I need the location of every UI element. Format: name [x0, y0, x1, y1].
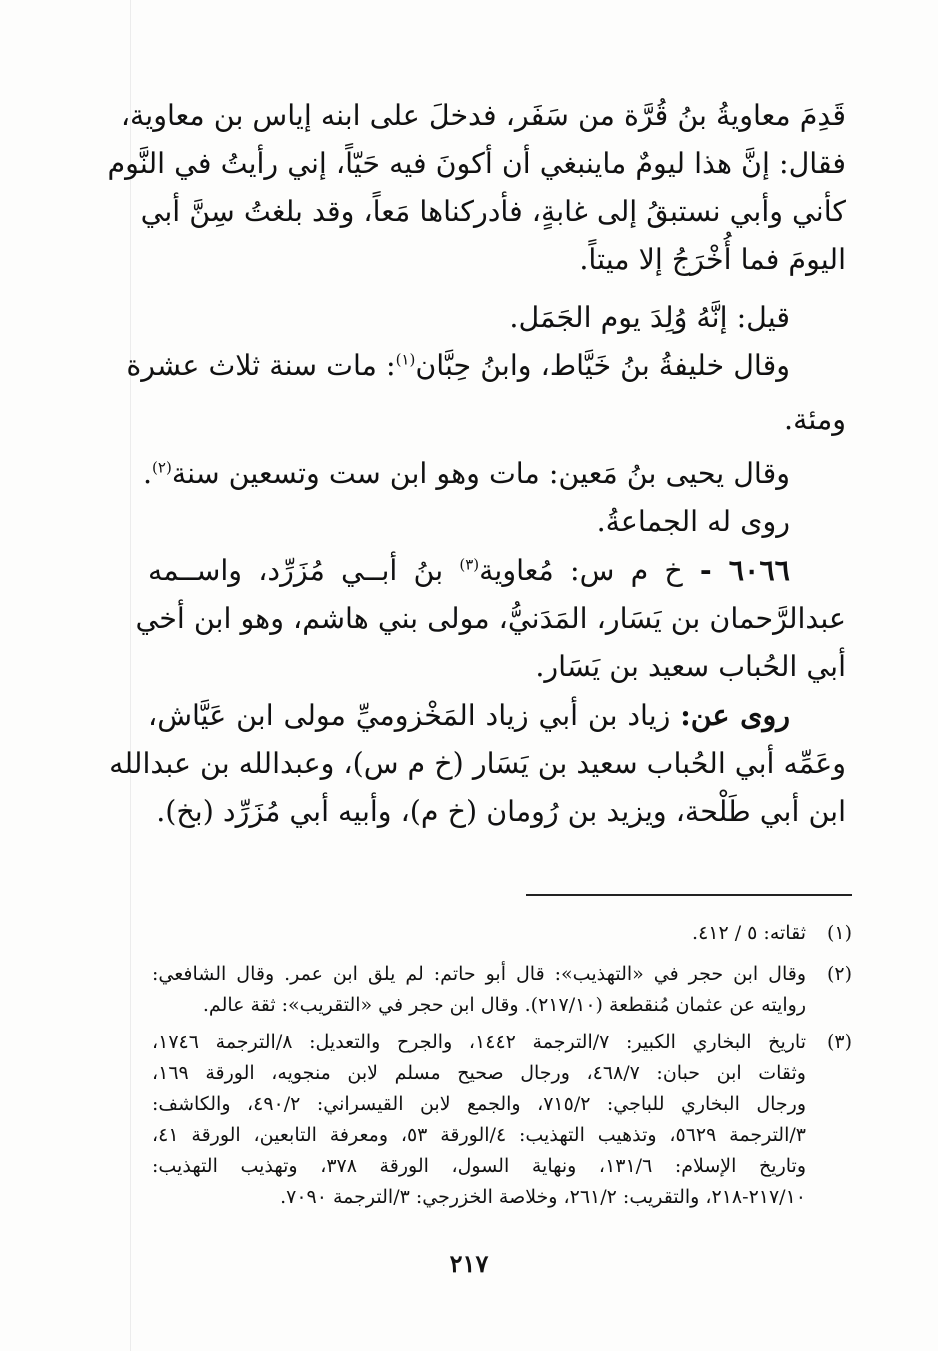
footnote-2 [152, 959, 852, 1021]
riwaya-label: روى عن: [680, 698, 790, 732]
footnote-text [152, 959, 806, 1021]
entry-6066 [135, 546, 846, 691]
text-line: ومئة. [784, 403, 846, 436]
footnote-number: (٣) [826, 1031, 852, 1053]
footnote-line: ورجال البخاري للباجي: ٧١٥/٢، والجمع لابن القيسراني: ٤٩٠/٢، والكاشف: [152, 1093, 807, 1115]
footnote-line: ٢١٧/١٠-٢١٨، والتقريب: ٢٦١/٢، وخلاصة الخزرجي: ٣/الترجمة ٧٠٩٠. [280, 1186, 806, 1208]
footnote-number: (٢) [826, 963, 852, 985]
entry-dash: - [682, 553, 729, 587]
text-line [126, 342, 846, 390]
text-line: عبدالرَّحمان بن يَسَار، المَدَنيُّ، مولى بني هاشم، وهو ابن أخي [135, 602, 846, 635]
entry-name: مُعاوية [479, 554, 554, 587]
text-segment: وقال خليفةُ بنُ خَيَّاط، وابنُ حِبَّان [415, 349, 790, 382]
text-segment: . [142, 457, 153, 490]
text-segment: وقال يحيى بنُ مَعين: مات وهو ابن ست وتسعين سنة [171, 457, 790, 490]
text-line: روى له الجماعةُ. [596, 505, 790, 538]
footnote-1 [152, 918, 852, 949]
entry-rest: بنُ أبــي مُزَرِّد، واســمه [148, 554, 460, 587]
text-line: ابن أبي طَلْحة، ويزيد بن رُومان (خ م)، وأبيه أبي مُزَرِّد (بخ). [156, 795, 846, 828]
entry-number: ٦٠٦٦ [728, 553, 790, 587]
paragraph-3 [126, 342, 846, 450]
text-line: فقال: إنَّ هذا ليومٌ ماينبغي أن أكونَ فيه حَيّاً، إني رأيتُ في النَّوم [107, 147, 846, 180]
paragraph-4 [142, 450, 846, 546]
entry-heading-line [148, 546, 846, 595]
footnote-separator [526, 894, 852, 896]
footnote-ref-1[interactable]: (١) [395, 350, 416, 369]
paragraph-1 [107, 92, 846, 284]
footnote-line: ثقاته: ٥ / ٤١٢. [692, 922, 806, 944]
text-line: قيل: إنَّهُ وُلِدَ يوم الجَمَل. [509, 301, 790, 334]
text-line: قَدِمَ معاويةُ بنُ قُرَّة من سَفَر، فدخلَ على ابنه إياس بن معاوية، [120, 99, 846, 132]
main-text [107, 92, 846, 836]
footnote-line: روايته عن عثمان مُنقطعة (٢١٧/١٠). وقال ابن حجر في «التقريب»: ثقة عالم. [202, 994, 806, 1016]
footnote-3 [152, 1027, 852, 1213]
footnote-line: وثقات ابن حبان: ٤٦٨/٧، ورجال صحيح مسلم لابن منجويه، الورقة ١٦٩، [152, 1062, 806, 1084]
text-segment: زياد بن أبي زياد المَخْزوميِّ مولى ابن عَيَّاش، [148, 699, 681, 732]
footnote-number: (١) [826, 922, 852, 944]
footnote-line: وتاريخ الإسلام: ١٣١/٦، ونهاية السول، الورقة ٣٧٨، وتهذيب التهذيب: [152, 1155, 806, 1177]
page-number: ٢١٧ [449, 1249, 489, 1278]
riwaya-section [109, 691, 846, 836]
footnote-ref-3[interactable]: (٣) [459, 555, 480, 574]
footnote-line: تاريخ البخاري الكبير: ٧/الترجمة ١٤٤٢، والجرح والتعديل: ٨/الترجمة ١٧٤٦، [152, 1031, 806, 1053]
page-edge-shadow [130, 0, 131, 1351]
paragraph-2 [148, 294, 846, 342]
text-line: كأني وأبي نستبقُ إلى غابةٍ، فأدركناها مَعاً، وقد بلغتُ سِنَّ أبي [140, 195, 846, 228]
text-line [142, 450, 790, 498]
text-line: اليومَ فما أُخْرَجُ إلا ميتاً. [579, 243, 846, 276]
footnote-line: ٣/الترجمة ٥٦٢٩، وتذهيب التهذيب: ٤/الورقة ٥٣، ومعرفة التابعين، الورقة ٤١، [152, 1124, 806, 1146]
footnotes [152, 910, 852, 1213]
text-line [148, 691, 846, 740]
footnote-ref-2[interactable]: (٢) [152, 458, 172, 477]
text-segment: : مات سنة ثلاث عشرة [126, 349, 396, 382]
footnote-text [152, 1027, 806, 1213]
entry-codes: خ م س: [553, 554, 683, 587]
text-line: أبي الحُباب سعيد بن يَسَار. [535, 650, 846, 683]
footnote-line: وقال ابن حجر في «التهذيب»: قال أبو حاتم: لم يلق ابن عمر. وقال الشافعي: [152, 963, 806, 985]
footnote-text [152, 918, 806, 949]
text-line: وعَمِّه أبي الحُباب سعيد بن يَسَار (خ م س)، وعبدالله بن عبدالله [109, 747, 846, 780]
